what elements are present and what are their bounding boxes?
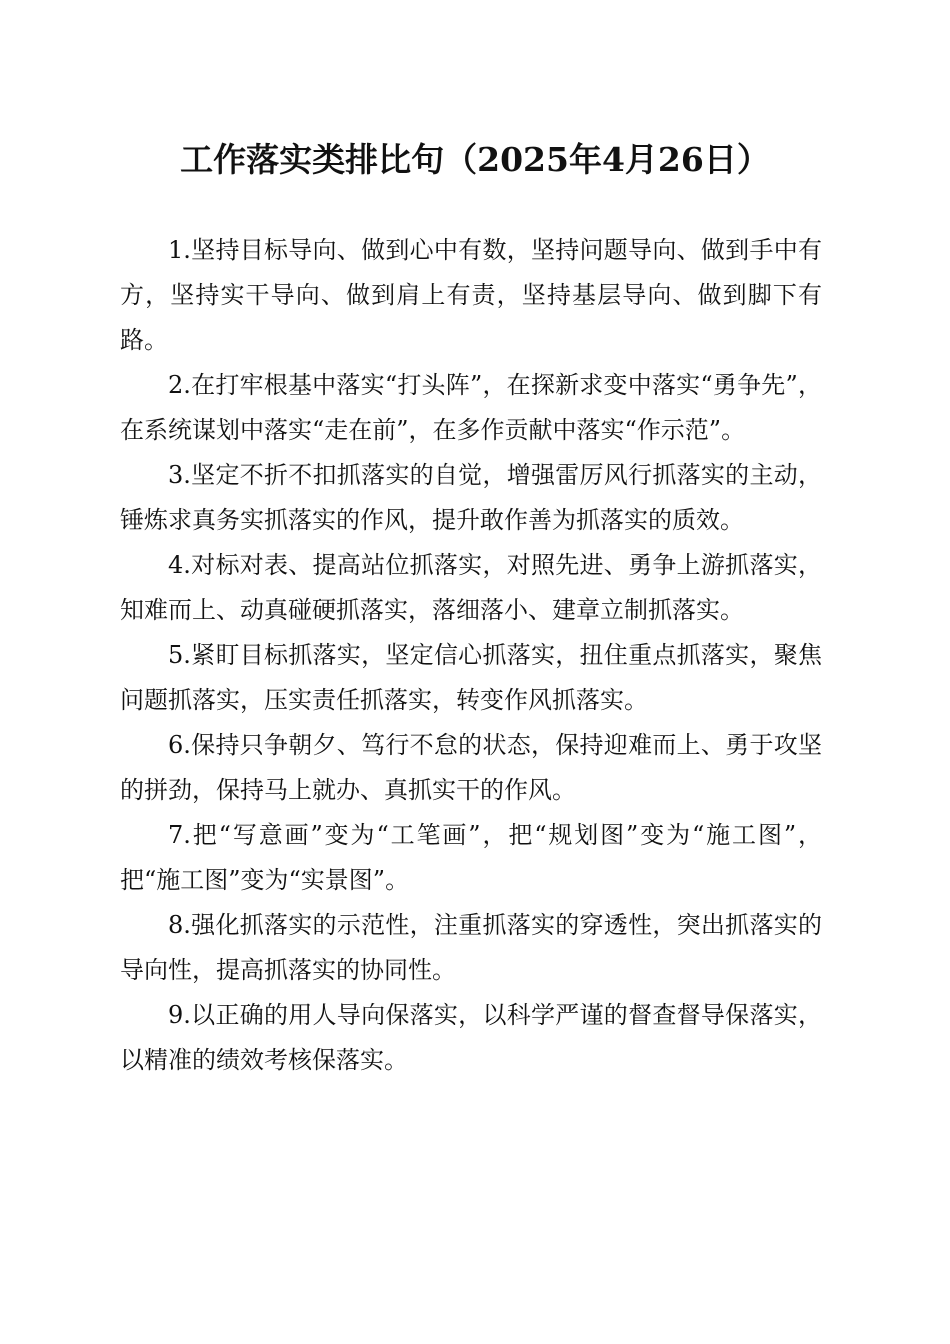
paragraph-9: 9.以正确的用人导向保落实，以科学严谨的督查督导保落实，以精准的绩效考核保落实。 [120,1001,822,1074]
document-title: 工作落实类排比句（2025年4月26日） [180,140,770,179]
paragraph-6: 6.保持只争朝夕、笃行不怠的状态，保持迎难而上、勇于攻坚的拼劲，保持马上就办、真抓实干的作风。 [120,731,822,804]
paragraph-7: 7.把“写意画”变为“工笔画”，把“规划图”变为“施工图”，把“施工图”变为“实景图”。 [120,821,822,894]
paragraph-2: 2.在打牢根基中落实“打头阵”，在探新求变中落实“勇争先”，在系统谋划中落实“走在前”，在多作贡献中落实“作示范”。 [120,371,822,444]
paragraph-4: 4.对标对表、提高站位抓落实，对照先进、勇争上游抓落实，知难而上、动真碰硬抓落实，落细落小、建章立制抓落实。 [120,551,822,624]
paragraph-8: 8.强化抓落实的示范性，注重抓落实的穿透性，突出抓落实的导向性，提高抓落实的协同性。 [120,911,822,984]
paragraph-3: 3.坚定不折不扣抓落实的自觉，增强雷厉风行抓落实的主动，锤炼求真务实抓落实的作风，提升敢作善为抓落实的质效。 [120,461,822,534]
paragraph-1: 1.坚持目标导向、做到心中有数，坚持问题导向、做到手中有方，坚持实干导向、做到肩上有责，坚持基层导向、做到脚下有路。 [120,236,822,354]
paragraph-5: 5.紧盯目标抓落实，坚定信心抓落实，扭住重点抓落实，聚焦问题抓落实，压实责任抓落实，转变作风抓落实。 [120,641,822,714]
document-body [120,228,822,1083]
